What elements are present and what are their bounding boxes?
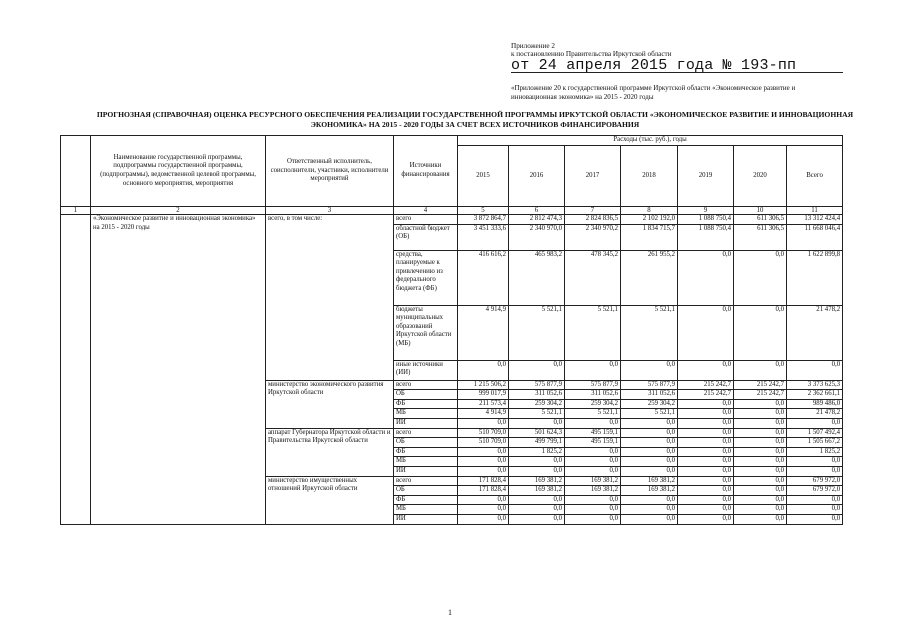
- column-number: 7: [565, 207, 621, 215]
- value-cell: 575 877,9: [621, 380, 678, 390]
- value-cell: 501 624,3: [509, 428, 565, 438]
- total-value-cell: 0,0: [787, 418, 843, 428]
- value-cell: 215 242,7: [678, 390, 734, 400]
- source-cell: ФБ: [394, 447, 458, 457]
- column-number: 6: [509, 207, 565, 215]
- value-cell: 259 304,2: [565, 399, 621, 409]
- total-value-cell: 1 505 667,2: [787, 438, 843, 448]
- column-number: 9: [678, 207, 734, 215]
- column-number: 11: [787, 207, 843, 215]
- value-cell: 0,0: [678, 476, 734, 486]
- source-cell: бюджеты муниципальных образований Иркутской области (МБ): [394, 305, 458, 360]
- source-cell: всего: [394, 380, 458, 390]
- column-number: 3: [266, 207, 394, 215]
- value-cell: 0,0: [565, 505, 621, 515]
- source-cell: ФБ: [394, 399, 458, 409]
- value-cell: 0,0: [458, 457, 509, 467]
- value-cell: 3 872 864,7: [458, 215, 509, 225]
- value-cell: 0,0: [458, 418, 509, 428]
- value-cell: 0,0: [621, 466, 678, 476]
- value-cell: 0,0: [678, 505, 734, 515]
- executor-cell: аппарат Губернатора Иркутской области и Правительства Иркутской области: [266, 428, 394, 476]
- value-cell: 3 451 333,6: [458, 224, 509, 250]
- value-cell: 2 340 970,0: [509, 224, 565, 250]
- value-cell: 0,0: [734, 360, 787, 380]
- value-cell: 171 828,4: [458, 486, 509, 496]
- value-cell: 0,0: [565, 360, 621, 380]
- executor-cell: всего, в том числе:: [266, 215, 394, 381]
- value-cell: 2 102 192,0: [621, 215, 678, 225]
- value-cell: 0,0: [509, 466, 565, 476]
- total-value-cell: 679 972,0: [787, 486, 843, 496]
- total-value-cell: 0,0: [787, 505, 843, 515]
- source-cell: МБ: [394, 457, 458, 467]
- value-cell: 2 340 970,2: [565, 224, 621, 250]
- value-cell: 169 381,2: [565, 486, 621, 496]
- value-cell: 0,0: [678, 438, 734, 448]
- value-cell: 1 825,2: [509, 447, 565, 457]
- value-cell: 510 709,0: [458, 438, 509, 448]
- total-value-cell: 21 478,2: [787, 409, 843, 419]
- value-cell: 0,0: [621, 418, 678, 428]
- total-value-cell: 1 622 899,8: [787, 250, 843, 305]
- value-cell: 0,0: [678, 486, 734, 496]
- value-cell: 0,0: [734, 250, 787, 305]
- value-cell: 0,0: [734, 447, 787, 457]
- value-cell: 416 616,2: [458, 250, 509, 305]
- value-cell: 0,0: [509, 514, 565, 524]
- value-cell: 0,0: [565, 447, 621, 457]
- value-cell: 510 709,0: [458, 428, 509, 438]
- source-cell: МБ: [394, 409, 458, 419]
- value-cell: 0,0: [734, 305, 787, 360]
- header-cell-expenses: Расходы (тыс. руб.), годы: [458, 136, 843, 146]
- total-value-cell: 989 486,0: [787, 399, 843, 409]
- value-cell: 0,0: [734, 438, 787, 448]
- value-cell: 495 159,1: [565, 428, 621, 438]
- value-cell: 0,0: [509, 505, 565, 515]
- value-cell: 4 914,9: [458, 305, 509, 360]
- value-cell: 5 521,1: [565, 409, 621, 419]
- value-cell: 0,0: [621, 505, 678, 515]
- value-cell: 0,0: [734, 495, 787, 505]
- table-row: [61, 215, 843, 225]
- document-title: ПРОГНОЗНАЯ (СПРАВОЧНАЯ) ОЦЕНКА РЕСУРСНОГО ОБЕСПЕЧЕНИЯ РЕАЛИЗАЦИИ ГОСУДАРСТВЕННОЙ ПРОГРАММЫ ИРКУТСКОЙ ОБЛАСТИ «ЭКОНОМИЧЕСКОЕ РАЗВИТИЕ И ИННОВАЦИОННАЯ ЭКОНОМИКА» НА 2015 - 2020 ГОДЫ ЗА СЧЕТ ВСЕХ ИСТОЧНИКОВ ФИНАНСИРОВАНИЯ: [96, 110, 854, 129]
- source-cell: ФБ: [394, 495, 458, 505]
- value-cell: 261 955,2: [621, 250, 678, 305]
- total-value-cell: 1 507 492,4: [787, 428, 843, 438]
- value-cell: 0,0: [509, 495, 565, 505]
- value-cell: 575 877,9: [565, 380, 621, 390]
- value-cell: 0,0: [734, 399, 787, 409]
- value-cell: 0,0: [734, 409, 787, 419]
- value-cell: 169 381,2: [621, 486, 678, 496]
- document-header: [511, 42, 796, 73]
- value-cell: 0,0: [678, 457, 734, 467]
- total-value-cell: 21 478,2: [787, 305, 843, 360]
- year-cell: 2018: [621, 146, 678, 207]
- total-value-cell: 679 972,0: [787, 476, 843, 486]
- value-cell: 1 088 750,4: [678, 215, 734, 225]
- value-cell: 259 304,2: [509, 399, 565, 409]
- value-cell: 169 381,2: [509, 486, 565, 496]
- value-cell: 0,0: [734, 486, 787, 496]
- value-cell: 215 242,7: [734, 390, 787, 400]
- source-cell: ОБ: [394, 390, 458, 400]
- total-cell: Всего: [787, 146, 843, 207]
- column-number: 10: [734, 207, 787, 215]
- value-cell: 311 052,6: [621, 390, 678, 400]
- source-cell: средства, планируемые к привлечению из федерального бюджета (ФБ): [394, 250, 458, 305]
- column-number: 5: [458, 207, 509, 215]
- value-cell: 171 828,4: [458, 476, 509, 486]
- value-cell: 0,0: [565, 457, 621, 467]
- executor-cell: министерство имущественных отношений Иркутской области: [266, 476, 394, 524]
- header-cell-source: Источники финансирования: [394, 136, 458, 207]
- value-cell: 5 521,1: [621, 409, 678, 419]
- decree-date: от 24 апреля 2015 года № 193-пп: [511, 57, 797, 74]
- value-cell: 0,0: [678, 360, 734, 380]
- value-cell: 0,0: [678, 428, 734, 438]
- value-cell: 215 242,7: [678, 380, 734, 390]
- header-row-1: [61, 136, 843, 146]
- value-cell: 2 824 836,5: [565, 215, 621, 225]
- value-cell: 211 573,4: [458, 399, 509, 409]
- annex-note: «Приложение 20 к государственной программе Иркутской области «Экономическое развитие и инновационная экономика» на 2015 - 2020 годы: [511, 84, 796, 101]
- table-body: [61, 136, 843, 525]
- value-cell: 0,0: [509, 418, 565, 428]
- total-value-cell: 0,0: [787, 466, 843, 476]
- value-cell: 0,0: [565, 418, 621, 428]
- value-cell: 0,0: [678, 466, 734, 476]
- value-cell: 0,0: [458, 466, 509, 476]
- total-value-cell: 0,0: [787, 495, 843, 505]
- value-cell: 0,0: [678, 418, 734, 428]
- source-cell: МБ: [394, 505, 458, 515]
- year-cell: 2019: [678, 146, 734, 207]
- value-cell: 611 306,5: [734, 215, 787, 225]
- value-cell: 0,0: [509, 360, 565, 380]
- value-cell: 0,0: [734, 466, 787, 476]
- year-cell: 2020: [734, 146, 787, 207]
- appendix-label: Приложение 2: [511, 42, 555, 50]
- header-cell-name: Наименование государственной программы, подпрограммы государственной программы, (подпрограммы), ведомственной целевой программы, основного мероприятия, мероприятия: [91, 136, 266, 207]
- value-cell: 4 914,9: [458, 409, 509, 419]
- column-number: 2: [91, 207, 266, 215]
- source-cell: всего: [394, 428, 458, 438]
- value-cell: 0,0: [621, 428, 678, 438]
- year-cell: 2016: [509, 146, 565, 207]
- total-value-cell: 0,0: [787, 457, 843, 467]
- value-cell: 5 521,1: [565, 305, 621, 360]
- total-value-cell: 0,0: [787, 514, 843, 524]
- total-value-cell: 2 362 661,1: [787, 390, 843, 400]
- value-cell: 1 215 506,2: [458, 380, 509, 390]
- value-cell: 5 521,1: [509, 305, 565, 360]
- value-cell: 0,0: [734, 476, 787, 486]
- value-cell: 5 521,1: [621, 305, 678, 360]
- value-cell: 0,0: [565, 514, 621, 524]
- value-cell: 478 345,2: [565, 250, 621, 305]
- value-cell: 0,0: [621, 495, 678, 505]
- total-value-cell: 3 373 625,3: [787, 380, 843, 390]
- source-cell: ОБ: [394, 438, 458, 448]
- row-number-cell: [61, 215, 91, 525]
- total-value-cell: 11 668 046,4: [787, 224, 843, 250]
- value-cell: 611 306,5: [734, 224, 787, 250]
- total-value-cell: 1 825,2: [787, 447, 843, 457]
- value-cell: 0,0: [621, 438, 678, 448]
- header-cell-executor: Ответственный исполнитель, соисполнители, участники, исполнители мероприятий: [266, 136, 394, 207]
- value-cell: 0,0: [509, 457, 565, 467]
- value-cell: 215 242,7: [734, 380, 787, 390]
- year-cell: 2015: [458, 146, 509, 207]
- executor-cell: министерство экономического развития Иркутской области: [266, 380, 394, 428]
- source-cell: ИИ: [394, 514, 458, 524]
- value-cell: 5 521,1: [509, 409, 565, 419]
- value-cell: 495 159,1: [565, 438, 621, 448]
- value-cell: 0,0: [458, 505, 509, 515]
- column-number: 8: [621, 207, 678, 215]
- value-cell: 0,0: [734, 514, 787, 524]
- source-cell: иные источники (ИИ): [394, 360, 458, 380]
- source-cell: ОБ: [394, 486, 458, 496]
- value-cell: 465 983,2: [509, 250, 565, 305]
- year-cell: 2017: [565, 146, 621, 207]
- value-cell: 169 381,2: [509, 476, 565, 486]
- source-cell: всего: [394, 215, 458, 225]
- source-cell: ИИ: [394, 466, 458, 476]
- value-cell: 0,0: [565, 466, 621, 476]
- value-cell: 311 052,6: [509, 390, 565, 400]
- value-cell: 0,0: [678, 514, 734, 524]
- value-cell: 169 381,2: [565, 476, 621, 486]
- program-name-cell: «Экономическое развитие и инновационная экономика» на 2015 - 2020 годы: [91, 215, 266, 525]
- value-cell: 0,0: [734, 418, 787, 428]
- value-cell: 0,0: [621, 457, 678, 467]
- value-cell: 999 017,9: [458, 390, 509, 400]
- decree-line: к постановлению Правительства Иркутской области: [511, 50, 672, 58]
- source-cell: областной бюджет (ОБ): [394, 224, 458, 250]
- value-cell: 499 799,1: [509, 438, 565, 448]
- value-cell: 0,0: [678, 250, 734, 305]
- value-cell: 0,0: [678, 447, 734, 457]
- value-cell: 0,0: [565, 495, 621, 505]
- value-cell: 311 052,6: [565, 390, 621, 400]
- total-value-cell: 13 312 424,4: [787, 215, 843, 225]
- value-cell: 0,0: [678, 399, 734, 409]
- value-cell: 0,0: [734, 505, 787, 515]
- value-cell: 575 877,9: [509, 380, 565, 390]
- value-cell: 0,0: [458, 360, 509, 380]
- value-cell: 0,0: [458, 495, 509, 505]
- header-rule: [511, 72, 843, 73]
- value-cell: 0,0: [678, 495, 734, 505]
- page-number: 1: [448, 608, 452, 617]
- column-number: 1: [61, 207, 91, 215]
- value-cell: 0,0: [678, 409, 734, 419]
- value-cell: 1 834 715,7: [621, 224, 678, 250]
- value-cell: 0,0: [621, 447, 678, 457]
- value-cell: 0,0: [678, 305, 734, 360]
- source-cell: ИИ: [394, 418, 458, 428]
- value-cell: 169 381,2: [621, 476, 678, 486]
- value-cell: 0,0: [734, 428, 787, 438]
- source-cell: всего: [394, 476, 458, 486]
- value-cell: 0,0: [458, 514, 509, 524]
- value-cell: 1 088 750,4: [678, 224, 734, 250]
- value-cell: 0,0: [734, 457, 787, 467]
- value-cell: 0,0: [621, 360, 678, 380]
- value-cell: 2 812 474,3: [509, 215, 565, 225]
- value-cell: 0,0: [458, 447, 509, 457]
- value-cell: 0,0: [621, 514, 678, 524]
- value-cell: 259 304,2: [621, 399, 678, 409]
- header-cell-empty: [61, 136, 91, 207]
- total-value-cell: 0,0: [787, 360, 843, 380]
- resource-table: [60, 135, 843, 525]
- column-number: 4: [394, 207, 458, 215]
- column-number-row: [61, 207, 843, 215]
